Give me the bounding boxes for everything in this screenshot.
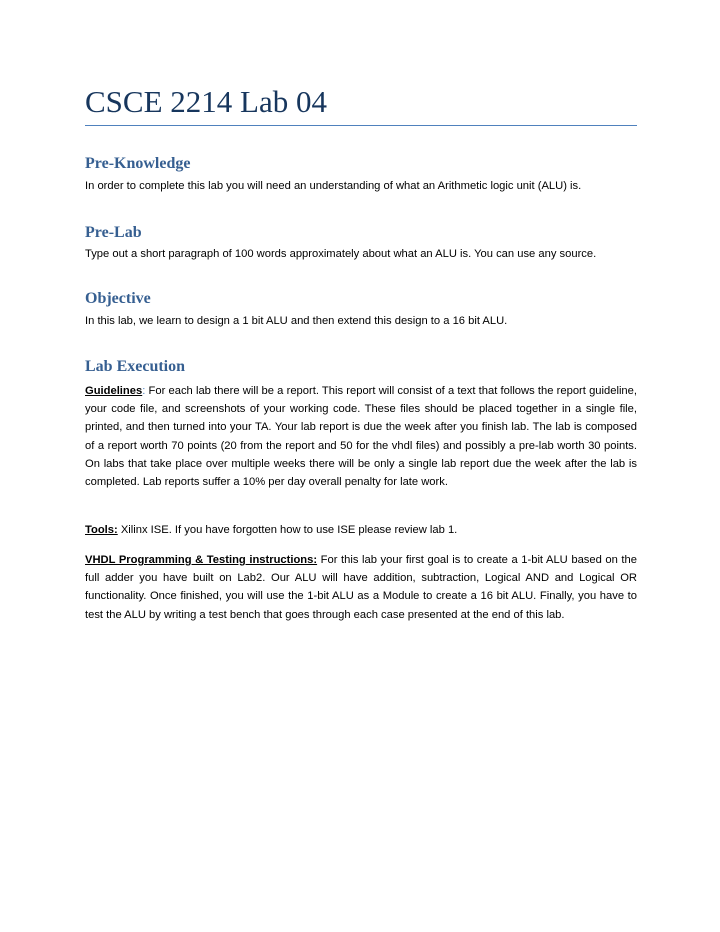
pre-lab-text: Type out a short paragraph of 100 words approximately about what an ALU is. You can use any source. [85, 248, 597, 260]
tools-text: Xilinx ISE. If you have forgotten how to use ISE please review lab 1. [117, 524, 458, 536]
tools-label: Tools: [85, 524, 118, 536]
vhdl-instructions-paragraph [85, 551, 637, 624]
objective-heading: Objective [85, 290, 151, 307]
objective-text: In this lab, we learn to design a 1 bit ALU and then extend this design to a 16 bit ALU. [85, 315, 508, 327]
tools-paragraph [85, 521, 637, 539]
document-title: CSCE 2214 Lab 04 [85, 84, 327, 119]
guidelines-colon: : [142, 385, 146, 397]
guidelines-paragraph [85, 382, 637, 491]
guidelines-text: For each lab there will be a report. This report will consist of a text that follows the report guideline, your code file, and screenshots of your working code. These files should be placed together in a single file, printed, and then turned into your TA. Your lab report is due the week after you finish lab. The lab is composed of a report worth 70 points (20 from the report and 50 for the vhdl files) and possibly a pre-lab worth 30 points. On labs that take place over multiple weeks there will be only a single lab report due the week after the lab is completed. Lab reports suffer a 10% per day overall penalty for late work. [85, 385, 637, 489]
lab-execution-heading: Lab Execution [85, 358, 186, 375]
title-divider [85, 125, 637, 126]
vhdl-instructions-text: For this lab your first goal is to create a 1-bit ALU based on the full adder you have built on Lab2. Our ALU will have addition, subtraction, Logical AND and Logical OR functionality. Once finished, you will use the 1-bit ALU as a Module to create a 16 bit ALU. Finally, you have to test the ALU by writing a test bench that goes through each case presented at the end of this lab. [85, 554, 637, 621]
guidelines-label: Guidelines [85, 385, 143, 397]
vhdl-instructions-label: VHDL Programming & Testing instructions: [85, 554, 318, 566]
pre-knowledge-text: In order to complete this lab you will need an understanding of what an Arithmetic logic unit (ALU) is. [85, 180, 582, 192]
pre-lab-heading: Pre-Lab [85, 224, 142, 241]
pre-knowledge-heading: Pre-Knowledge [85, 155, 191, 172]
